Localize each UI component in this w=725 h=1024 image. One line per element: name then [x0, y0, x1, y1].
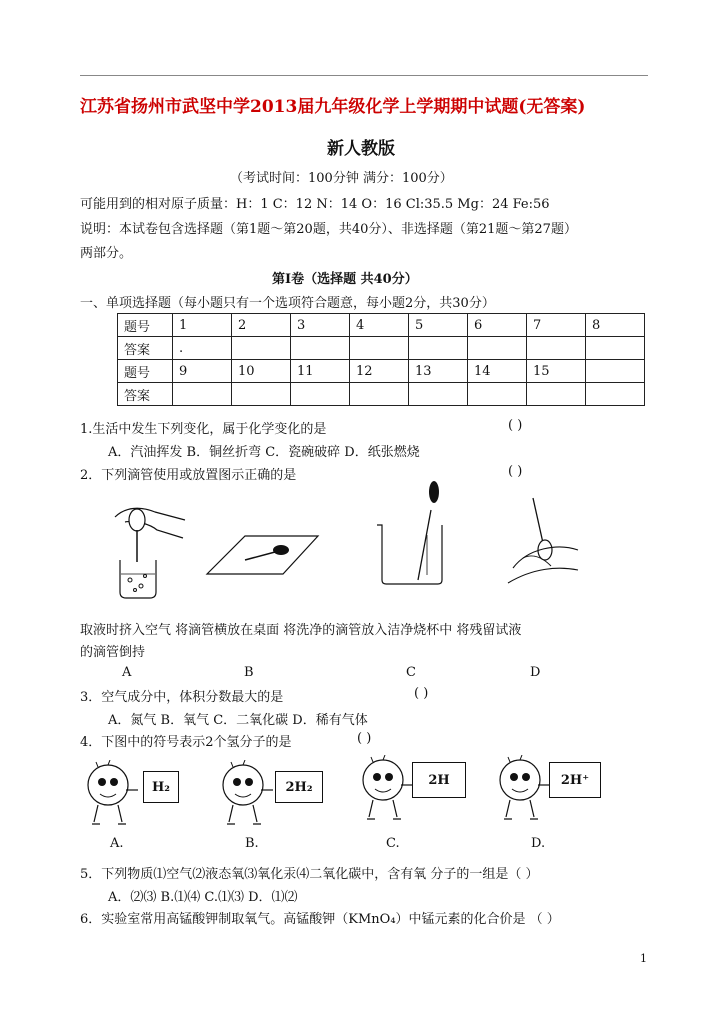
atomic-mass-line: 可能用到的相对原子质量：H：1 C：12 N：14 O：16 Cl:35.5 Mg：24 Fe:56	[80, 197, 550, 212]
answer-cell[interactable]	[291, 337, 350, 360]
note-line-2: 两部分。	[80, 246, 133, 261]
table-cell: 4	[350, 314, 409, 337]
dropper-squeeze-illustration	[95, 492, 190, 602]
cartoon-character-d	[492, 755, 552, 825]
answer-cell[interactable]	[409, 337, 468, 360]
answer-cell[interactable]	[232, 383, 291, 406]
table-cell: 11	[291, 360, 350, 383]
question-1: 1.生活中发生下列变化，属于化学变化的是	[80, 422, 327, 437]
table-row	[118, 337, 645, 360]
table-cell: 14	[468, 360, 527, 383]
option-label-d: D	[530, 665, 541, 680]
option-label-a: A.	[110, 836, 124, 851]
table-row	[118, 314, 645, 337]
option-label-a: A	[122, 665, 132, 680]
note-line-1: 说明：本试卷包含选择题（第1题～第20题，共40分）、非选择题（第21题～第27题）	[80, 222, 577, 237]
table-cell: 1	[173, 314, 232, 337]
answer-cell[interactable]	[527, 337, 586, 360]
table-cell: 9	[173, 360, 232, 383]
table-cell: 7	[527, 314, 586, 337]
option-label-c: C.	[386, 836, 400, 851]
answer-cell[interactable]	[468, 383, 527, 406]
table-cell: 2	[232, 314, 291, 337]
table-cell: 8	[586, 314, 645, 337]
exam-subtitle: 新人教版	[327, 139, 395, 159]
table-cell: 10	[232, 360, 291, 383]
symbol-box-b: 2H₂	[275, 771, 323, 803]
table-cell: 题号	[118, 314, 173, 337]
answer-cell[interactable]	[409, 383, 468, 406]
cartoon-character-a	[80, 760, 140, 830]
option-label-c: C	[406, 665, 416, 680]
answer-cell[interactable]	[173, 383, 232, 406]
exam-title: 江苏省扬州市武坚中学2013届九年级化学上学期期中试题(无答案)	[80, 97, 586, 117]
answer-cell[interactable]	[468, 337, 527, 360]
question-3: 3．空气成分中，体积分数最大的是	[80, 690, 284, 705]
question-5-options: A．⑵⑶ B.⑴⑷ C.⑴⑶ D．⑴⑵	[108, 890, 298, 905]
table-cell: 5	[409, 314, 468, 337]
question-1-options: A．汽油挥发 B．铜丝折弯 C．瓷碗破碎 D．纸张燃烧	[108, 445, 420, 460]
dropper-on-table-illustration	[205, 530, 320, 578]
question-2-captions: 取液时挤入空气 将滴管横放在桌面 将洗净的滴管放入洁净烧杯中 将残留试液	[80, 623, 522, 638]
table-cell: 6	[468, 314, 527, 337]
answer-cell[interactable]: .	[173, 337, 232, 360]
answer-cell[interactable]	[527, 383, 586, 406]
table-cell: 答案	[118, 337, 173, 360]
answer-blank-4: ( )	[357, 731, 372, 746]
answer-cell[interactable]	[586, 383, 645, 406]
table-cell: 12	[350, 360, 409, 383]
answer-cell[interactable]	[291, 383, 350, 406]
table-cell	[586, 360, 645, 383]
dropper-in-beaker-illustration	[372, 480, 452, 590]
answer-cell[interactable]	[232, 337, 291, 360]
part1-heading: 一、单项选择题（每小题只有一个选项符合题意，每小题2分，共30分）	[80, 296, 495, 311]
answer-table	[117, 313, 645, 406]
answer-blank-2: ( )	[508, 464, 523, 479]
answer-cell[interactable]	[586, 337, 645, 360]
answer-cell[interactable]	[350, 337, 409, 360]
question-6: 6．实验室常用高锰酸钾制取氧气。高锰酸钾（KMnO₄）中锰元素的化合价是 （ ）	[80, 912, 560, 927]
table-cell: 13	[409, 360, 468, 383]
symbol-box-a: H₂	[143, 771, 179, 803]
question-2: 2．下列滴管使用或放置图示正确的是	[80, 468, 297, 483]
exam-info: （考试时间：100分钟 满分：100分）	[230, 171, 453, 186]
table-row	[118, 383, 645, 406]
cartoon-character-c	[355, 755, 415, 825]
question-2-captions-cont: 的滴管倒持	[80, 645, 146, 660]
answer-cell[interactable]	[350, 383, 409, 406]
page-number: 1	[640, 952, 647, 965]
symbol-box-d: 2H⁺	[549, 762, 601, 798]
table-row	[118, 360, 645, 383]
question-3-options: A．氮气 B．氧气 C．二氧化碳 D．稀有气体	[108, 713, 368, 728]
option-label-b: B.	[245, 836, 259, 851]
answer-blank-3: ( )	[414, 686, 429, 701]
option-label-d: D.	[531, 836, 546, 851]
dropper-inverted-illustration	[503, 488, 583, 593]
section-title: 第Ⅰ卷（选择题 共40分）	[272, 272, 418, 287]
question-5: 5．下列物质⑴空气⑵液态氧⑶氧化汞⑷二氧化碳中，含有氧 分子的一组是（ ）	[80, 867, 539, 882]
question-4: 4．下图中的符号表示2个氢分子的是	[80, 735, 292, 750]
table-cell: 题号	[118, 360, 173, 383]
table-cell: 3	[291, 314, 350, 337]
cartoon-character-b	[215, 760, 275, 830]
answer-blank-1: ( )	[508, 418, 523, 433]
table-cell: 15	[527, 360, 586, 383]
option-label-b: B	[244, 665, 254, 680]
table-cell: 答案	[118, 383, 173, 406]
header-rule	[80, 75, 648, 76]
symbol-box-c: 2H	[412, 762, 466, 798]
